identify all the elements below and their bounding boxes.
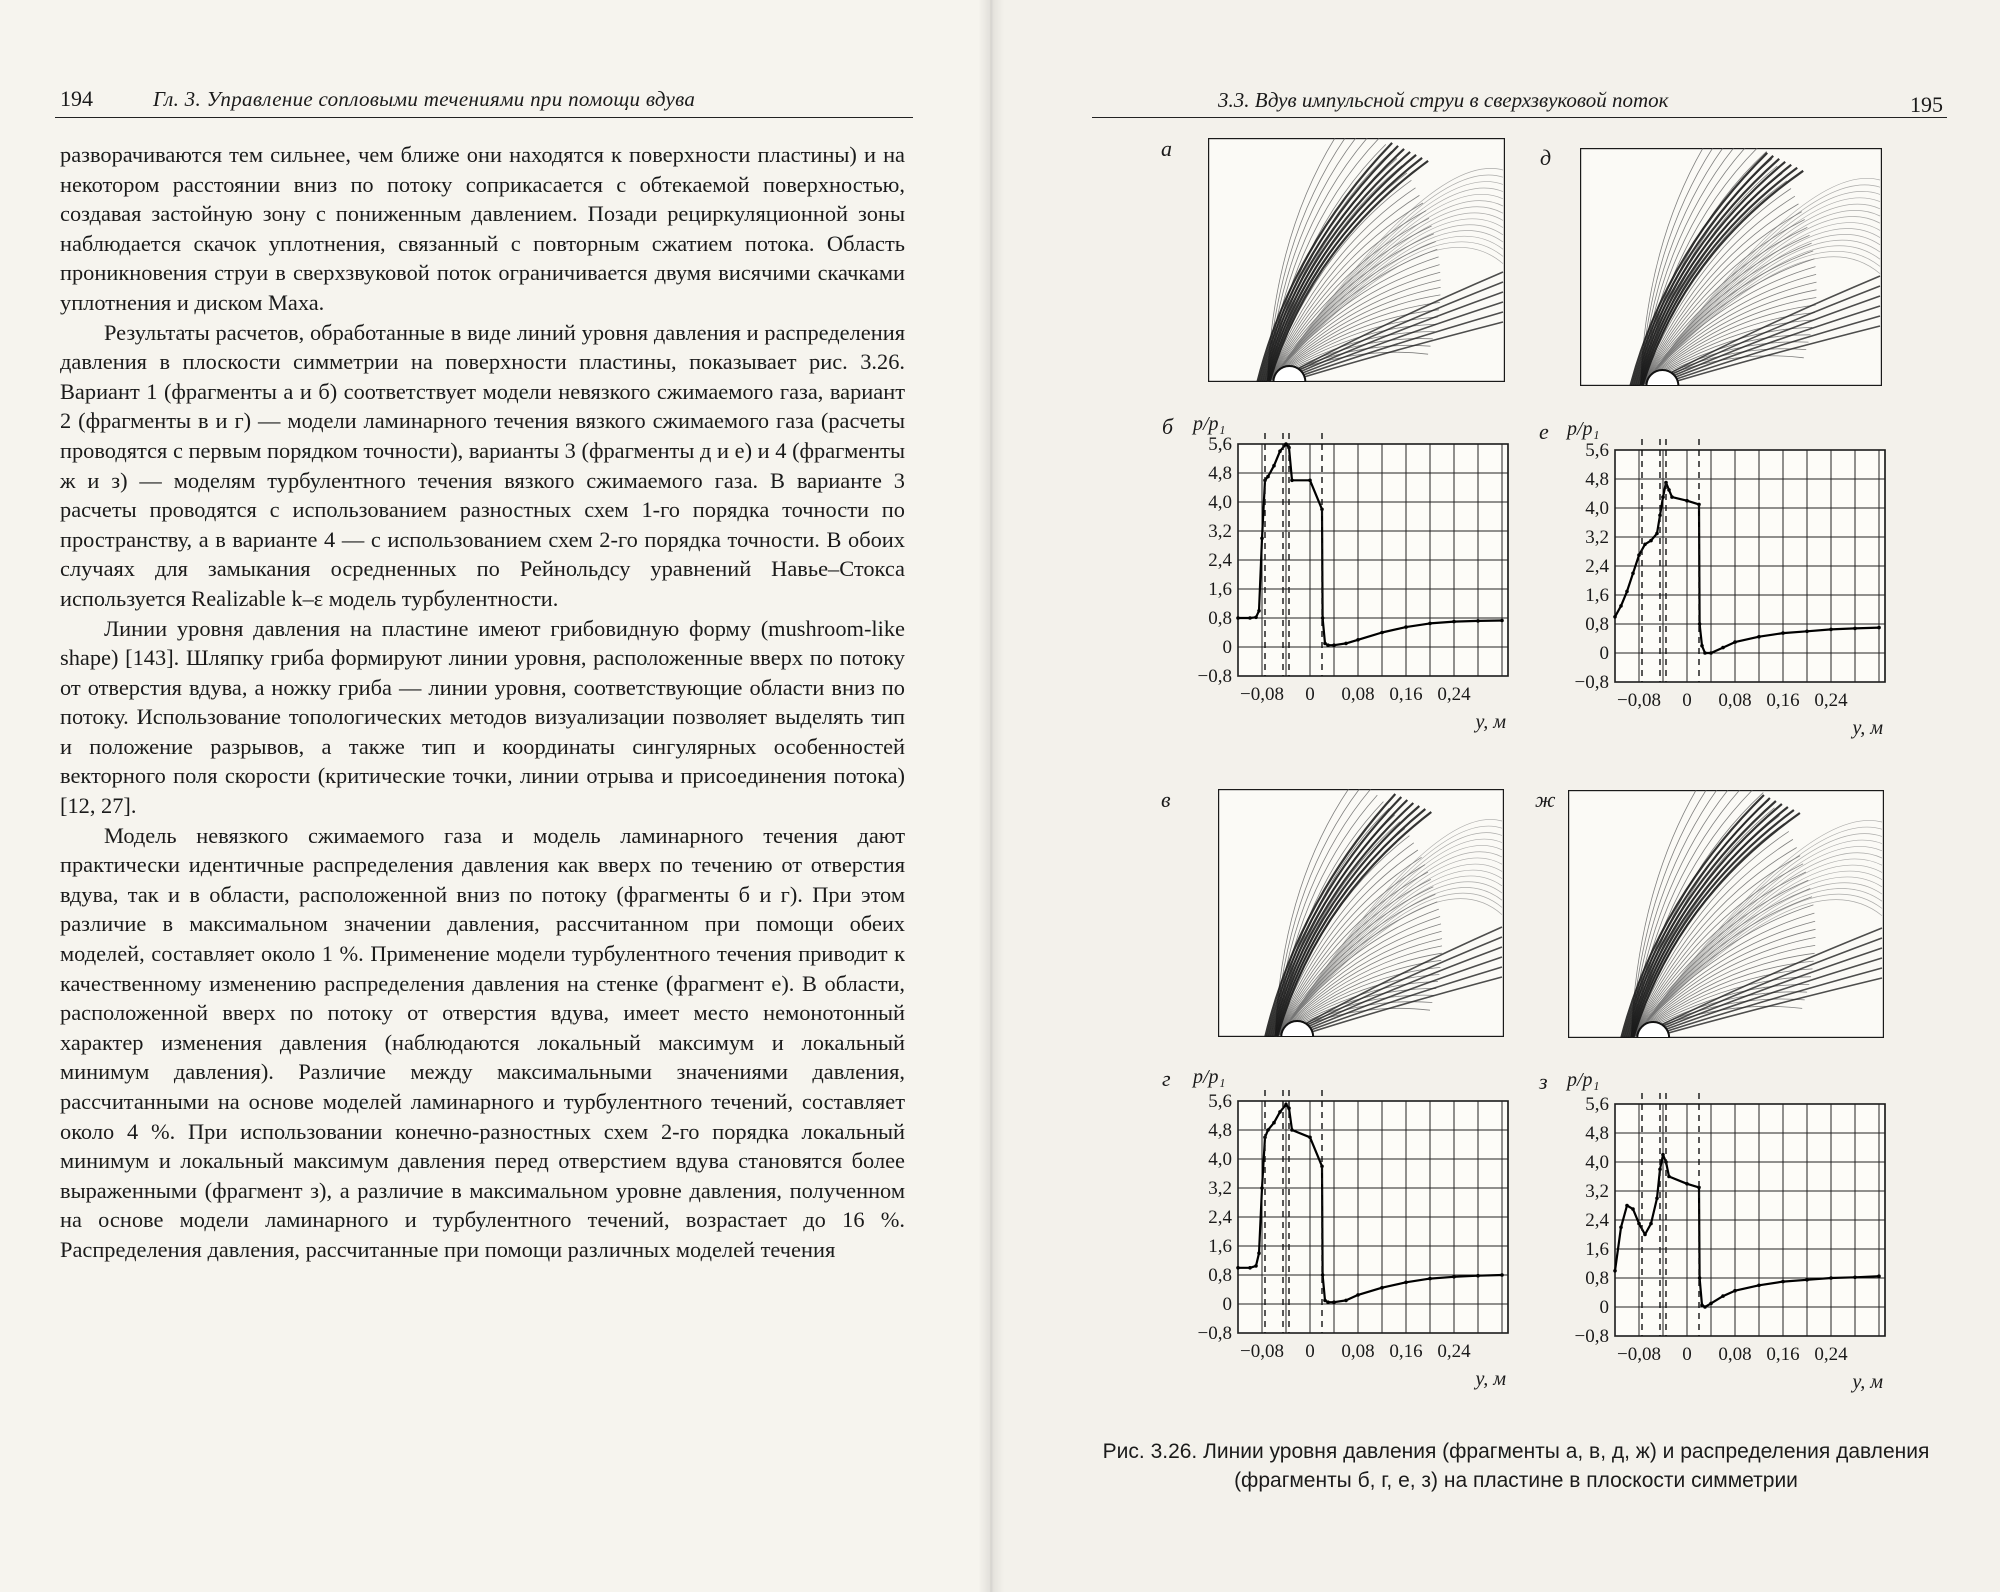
data-point xyxy=(1670,495,1674,499)
paragraph: разворачиваются тем сильнее, чем ближе они находятся к поверхности пластины) и на некотором расстоянии вниз по потоку соприкасается с обтекаемой поверхностью, создавая застойную зону с пониженным давлением. Позади рециркуляционной зоны наблюдается скачок уплотнения, связанный с повторным сжатием потока. Область проникновения струи в сверхзвуковой поток ограничивается двумя висячими скачками уплотнения и диском Маха. xyxy=(60,142,905,315)
data-point xyxy=(1290,479,1294,483)
y-tick-label: 3,2 xyxy=(1208,521,1232,542)
x-axis-title: y, м xyxy=(1475,711,1506,733)
data-point xyxy=(1631,1207,1635,1211)
data-point xyxy=(1272,1121,1276,1125)
data-point xyxy=(1236,1266,1240,1270)
data-point xyxy=(1853,1276,1857,1280)
pressure-chart-z xyxy=(1537,1092,1897,1418)
data-point xyxy=(1655,1197,1659,1201)
data-point xyxy=(1356,1293,1360,1297)
data-point xyxy=(1500,619,1504,623)
data-point xyxy=(1272,464,1276,468)
data-point xyxy=(1257,609,1261,613)
data-point xyxy=(1380,1286,1384,1290)
y-axis-symbol: p/p₁ xyxy=(1193,1066,1226,1088)
data-point xyxy=(1248,616,1252,620)
y-tick-label: −0,8 xyxy=(1574,1326,1609,1347)
data-point xyxy=(1452,1275,1456,1279)
right-running-head xyxy=(1218,88,1669,113)
right-running-title: 3.3. Вдув импульсной струи в сверхзвуковой поток xyxy=(1218,88,1669,112)
data-point xyxy=(1266,475,1270,479)
paragraph: Модель невязкого сжимаемого газа и модель ламинарного течения дают практически идентичные распределения давления как вверх по течению от отверстия вдува, так и в области, расположенной вниз по потоку (фрагменты б и г). При этом различие в максимальном значении давления, рассчитанном при помощи обеих моделей, составляет около 1 %. Применение модели турбулентного течения приводит к качественному изменению распределения давления на стенке (фрагмент е). В области, расположенной вверх по потоку от отверстия вдува, имеет место немонотонный характер изменения давления (наблюдаются локальный максимум и локальный минимум давления). Различие между максимальными значениями давления, рассчитанными на основе моделей ламинарного и турбулентного течений, составляет около 4 %. При использовании конечно-разностных схем 2-го порядка локальный минимум и локальный максимум давления перед отверстием вдува становятся более выраженными (фрагмент з), а различие в максимальном уровне давления, полученном на основе модели ламинарного и турбулентного течений, возрастает до 16 %. Распределения давления, рассчитанные при помощи различных моделей течения xyxy=(60,822,905,1262)
fragment-label-a: а xyxy=(1161,136,1172,161)
data-point xyxy=(1323,642,1327,646)
data-point xyxy=(1260,537,1264,541)
x-tick-label: 0,24 xyxy=(1437,1341,1471,1362)
x-tick-label: 0,24 xyxy=(1814,690,1848,711)
data-point xyxy=(1649,1222,1653,1226)
right-page-number: 195 xyxy=(1910,92,1943,117)
data-point xyxy=(1685,1182,1689,1186)
fragment-label-e: е xyxy=(1539,419,1549,444)
x-axis-title: y, м xyxy=(1475,1368,1506,1390)
y-tick-label: 5,6 xyxy=(1585,440,1609,461)
data-point xyxy=(1236,616,1240,620)
x-tick-label: 0,16 xyxy=(1766,1344,1800,1365)
y-tick-label: 4,0 xyxy=(1208,492,1232,513)
y-tick-label: 2,4 xyxy=(1208,550,1232,571)
x-tick-label: 0,16 xyxy=(1766,690,1800,711)
data-point xyxy=(1321,616,1325,620)
x-tick-label: −0,08 xyxy=(1240,684,1284,705)
y-tick-label: 4,8 xyxy=(1208,463,1232,484)
y-axis-symbol: p/p₁ xyxy=(1567,418,1600,440)
y-tick-label: 3,2 xyxy=(1585,527,1609,548)
y-tick-label: 4,8 xyxy=(1585,469,1609,490)
data-point xyxy=(1278,449,1282,453)
y-tick-label: 0,8 xyxy=(1585,614,1609,635)
data-point xyxy=(1476,619,1480,623)
y-tick-label: −0,8 xyxy=(1574,672,1609,693)
data-point xyxy=(1257,1251,1261,1255)
data-point xyxy=(1613,615,1617,619)
x-axis-title: y, м xyxy=(1852,717,1883,739)
data-point xyxy=(1781,631,1785,635)
data-point xyxy=(1667,1175,1671,1179)
y-tick-label: 4,0 xyxy=(1585,498,1609,519)
y-tick-label: 1,6 xyxy=(1585,1239,1609,1260)
data-point xyxy=(1428,622,1432,626)
data-point xyxy=(1284,1103,1288,1107)
data-point xyxy=(1709,651,1713,655)
y-tick-label: 3,2 xyxy=(1208,1178,1232,1199)
data-point xyxy=(1404,625,1408,629)
data-point xyxy=(1254,1264,1258,1268)
data-point xyxy=(1700,644,1704,648)
y-tick-label: 0,8 xyxy=(1585,1268,1609,1289)
data-point xyxy=(1476,1274,1480,1278)
y-tick-label: 2,4 xyxy=(1208,1207,1232,1228)
contour-frame xyxy=(1569,791,1884,1038)
data-point xyxy=(1733,640,1737,644)
data-point xyxy=(1703,1305,1707,1309)
x-tick-label: 0,08 xyxy=(1341,1341,1375,1362)
data-point xyxy=(1703,651,1707,655)
y-axis-symbol: p/p₁ xyxy=(1193,413,1226,435)
data-point xyxy=(1323,1299,1327,1303)
data-point xyxy=(1619,604,1623,608)
fragment-label-z: з xyxy=(1539,1069,1548,1094)
x-tick-label: 0 xyxy=(1305,684,1315,705)
y-axis-symbol: p/p₁ xyxy=(1567,1069,1600,1091)
data-point xyxy=(1278,1110,1282,1114)
pressure-chart-b xyxy=(1160,432,1518,758)
contour-plot-a xyxy=(1208,138,1505,382)
data-point xyxy=(1308,479,1312,483)
left-page-number: 194 xyxy=(60,86,93,111)
data-point xyxy=(1661,495,1665,499)
left-running-head xyxy=(60,86,695,112)
data-point xyxy=(1757,635,1761,639)
data-point xyxy=(1260,1186,1264,1190)
left-running-title: Гл. 3. Управление сопловыми течениями при помощи вдува xyxy=(153,87,696,111)
y-tick-label: 4,0 xyxy=(1585,1152,1609,1173)
x-tick-label: 0,08 xyxy=(1341,684,1375,705)
y-tick-label: −0,8 xyxy=(1197,1323,1232,1344)
data-point xyxy=(1308,1136,1312,1140)
y-tick-label: 5,6 xyxy=(1208,434,1232,455)
book-gutter xyxy=(978,0,1004,1592)
x-tick-label: 0,08 xyxy=(1718,1344,1752,1365)
y-tick-label: 1,6 xyxy=(1208,579,1232,600)
y-tick-label: 4,0 xyxy=(1208,1149,1232,1170)
x-tick-label: −0,08 xyxy=(1617,1344,1661,1365)
data-point xyxy=(1326,643,1330,647)
data-point xyxy=(1637,1222,1641,1226)
x-tick-label: 0,16 xyxy=(1389,1341,1423,1362)
y-tick-label: −0,8 xyxy=(1197,666,1232,687)
y-tick-label: 0 xyxy=(1599,643,1609,664)
y-tick-label: 0 xyxy=(1222,637,1232,658)
y-tick-label: 0,8 xyxy=(1208,608,1232,629)
data-point xyxy=(1613,1269,1617,1273)
data-point xyxy=(1625,1204,1629,1208)
x-tick-label: 0 xyxy=(1682,690,1692,711)
data-point xyxy=(1805,1278,1809,1282)
data-point xyxy=(1877,1274,1881,1278)
x-tick-label: 0 xyxy=(1305,1341,1315,1362)
x-tick-label: 0,08 xyxy=(1718,690,1752,711)
data-point xyxy=(1685,499,1689,503)
fragment-label-b: б xyxy=(1162,414,1174,439)
pressure-chart-e xyxy=(1537,438,1897,764)
y-tick-label: 5,6 xyxy=(1208,1091,1232,1112)
data-point xyxy=(1332,643,1336,647)
y-tick-label: 4,8 xyxy=(1208,1120,1232,1141)
y-tick-label: 0,8 xyxy=(1208,1265,1232,1286)
y-tick-label: 0 xyxy=(1222,1294,1232,1315)
data-point xyxy=(1733,1289,1737,1293)
paragraph: Результаты расчетов, обработанные в виде линий уровня давления и распределения давления в плоскости симметрии на поверхности пластины, показывает рис. 3.26. Вариант 1 (фрагменты а и б) соответствует модели невязкого сжимаемого газа, вариант 2 (фрагменты в и г) — модели ламинарного течения вязкого сжимаемого газа (расчеты проводятся с первым порядком точности), варианты 3 (фрагменты д и е) и 4 (фрагменты ж и з) — моделям турбулентного течения вязкого сжимаемого газа. В варианте 3 расчеты проводятся с использованием разностных схем 1-го порядка точности по пространству, а в варианте 4 — с использованием схем 2-го порядка точности. В обоих случаях для замыкания осредненных по Рейнольдсу уравнений Навье–Стокса используется Realizable k–ε модель турбулентности. xyxy=(60,319,905,611)
data-point xyxy=(1709,1302,1713,1306)
x-tick-label: −0,08 xyxy=(1617,690,1661,711)
data-point xyxy=(1284,442,1288,446)
data-point xyxy=(1805,630,1809,634)
data-point xyxy=(1655,532,1659,536)
y-tick-label: 0 xyxy=(1599,1297,1609,1318)
y-tick-label: 4,8 xyxy=(1585,1123,1609,1144)
data-point xyxy=(1428,1277,1432,1281)
y-tick-label: 2,4 xyxy=(1585,556,1609,577)
data-point xyxy=(1326,1300,1330,1304)
figure-caption: Рис. 3.26. Линии уровня давления (фрагменты а, в, д, ж) и распределения давления (фрагменты б, г, е, з) на пластине в плоскости симметрии xyxy=(1102,1440,1930,1492)
right-page-number-wrap xyxy=(1910,92,1943,118)
x-tick-label: 0,24 xyxy=(1814,1344,1848,1365)
data-point xyxy=(1332,1300,1336,1304)
data-point xyxy=(1619,1226,1623,1230)
data-point xyxy=(1643,1233,1647,1237)
data-point xyxy=(1248,1266,1252,1270)
contour-plot-d xyxy=(1580,148,1882,386)
data-point xyxy=(1631,572,1635,576)
data-point xyxy=(1721,1294,1725,1298)
data-point xyxy=(1356,638,1360,642)
data-point xyxy=(1781,1280,1785,1284)
data-point xyxy=(1380,631,1384,635)
data-point xyxy=(1500,1273,1504,1277)
right-head-rule xyxy=(1092,117,1947,118)
data-point xyxy=(1698,1276,1702,1280)
x-tick-label: 0,24 xyxy=(1437,684,1471,705)
data-point xyxy=(1637,553,1641,557)
data-point xyxy=(1404,1281,1408,1285)
data-point xyxy=(1661,1153,1665,1157)
data-point xyxy=(1829,628,1833,632)
data-point xyxy=(1698,622,1702,626)
data-point xyxy=(1853,627,1857,631)
y-tick-label: 3,2 xyxy=(1585,1181,1609,1202)
data-point xyxy=(1643,543,1647,547)
data-point xyxy=(1649,539,1653,543)
data-point xyxy=(1721,646,1725,650)
paragraph: Линии уровня давления на пластине имеют грибовидную форму (mushroom-like shape) [143]. Шляпку гриба формируют линии уровня, расположенные вверх по потоку от отверстия вдува, а ножку гриба — линии уровня, соответствующие области вниз по потоку. Использование топологических методов визуализации позволяет выделять тип и положение разрывов, а также тип и координаты сингулярных особенностей векторного поля скорости (критические точки, линии отрыва и присоединения потока) [12, 27]. xyxy=(60,615,905,819)
y-tick-label: 2,4 xyxy=(1585,1210,1609,1231)
contour-frame xyxy=(1209,139,1505,382)
y-tick-label: 5,6 xyxy=(1585,1094,1609,1115)
fragment-label-v: в xyxy=(1161,787,1171,812)
left-body-text xyxy=(60,140,905,1265)
x-axis-title: y, м xyxy=(1852,1371,1883,1393)
y-tick-label: 1,6 xyxy=(1585,585,1609,606)
x-tick-label: 0 xyxy=(1682,1344,1692,1365)
data-point xyxy=(1254,616,1258,620)
fragment-label-d: д xyxy=(1540,145,1552,170)
x-tick-label: 0,16 xyxy=(1389,684,1423,705)
data-point xyxy=(1757,1284,1761,1288)
data-point xyxy=(1829,1276,1833,1280)
left-head-rule xyxy=(55,117,913,118)
data-point xyxy=(1290,1128,1294,1132)
data-point xyxy=(1700,1303,1704,1307)
data-point xyxy=(1266,1128,1270,1132)
fragment-label-g: г xyxy=(1162,1066,1171,1091)
pressure-chart-g xyxy=(1160,1089,1518,1415)
data-point xyxy=(1667,488,1671,492)
contour-plot-v xyxy=(1218,789,1504,1037)
data-point xyxy=(1625,590,1629,594)
data-point xyxy=(1877,626,1881,630)
data-point xyxy=(1452,620,1456,624)
data-point xyxy=(1344,642,1348,646)
data-point xyxy=(1344,1299,1348,1303)
contour-plot-zh xyxy=(1568,790,1884,1038)
x-tick-label: −0,08 xyxy=(1240,1341,1284,1362)
fragment-label-zh: ж xyxy=(1535,787,1556,812)
data-point xyxy=(1321,1273,1325,1277)
y-tick-label: 1,6 xyxy=(1208,1236,1232,1257)
